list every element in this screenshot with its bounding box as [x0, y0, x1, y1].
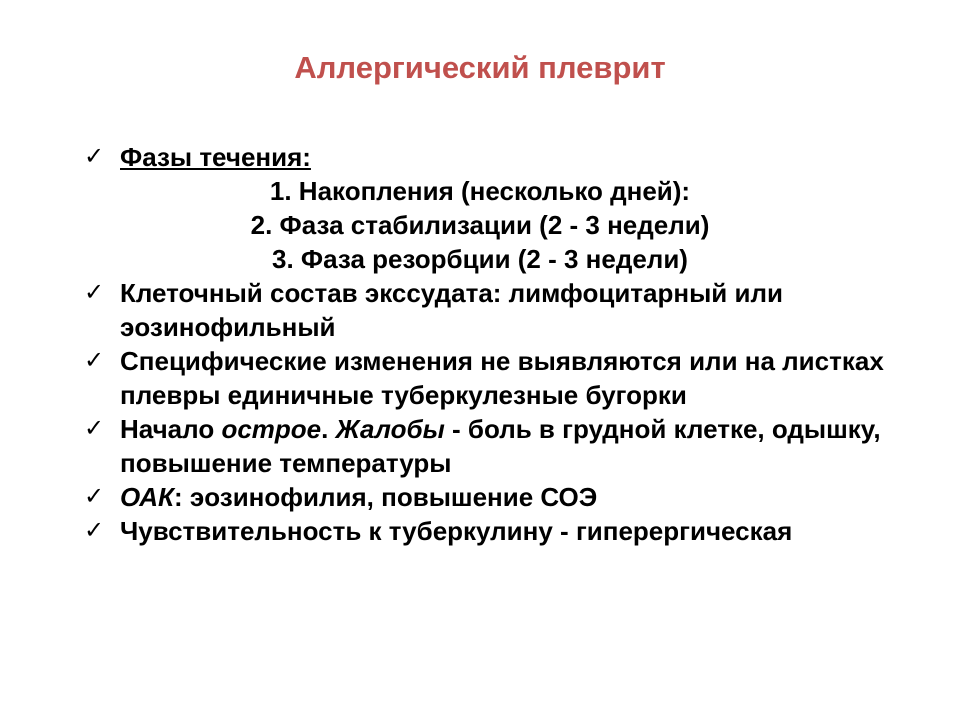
complaints-italic: Жалобы — [335, 414, 445, 444]
checkmark-icon: ✓ — [84, 279, 105, 306]
bullet-specific-changes — [84, 344, 884, 412]
oak-rest: : эозинофилия, повышение СОЭ — [174, 482, 598, 512]
checkmark-icon: ✓ — [84, 415, 105, 442]
checkmark-icon: ✓ — [84, 347, 105, 374]
checkmark-icon: ✓ — [84, 483, 105, 510]
checkmark-icon: ✓ — [84, 517, 105, 544]
phase-item: 1. Накопления (несколько дней): — [269, 176, 691, 206]
checkmark-icon: ✓ — [84, 143, 105, 170]
bullet-text: Чувствительность к туберкулину - гиперергическая — [120, 516, 793, 546]
onset-dot: . — [321, 414, 336, 444]
bullet-text: Клеточный состав экссудата: лимфоцитарный или эозинофильный — [120, 278, 783, 342]
phase-item: 3. Фаза резорбции (2 - 3 недели) — [272, 244, 688, 274]
complaints-rest: - боль в грудной клетке, одышку, повышение температуры — [120, 414, 881, 478]
phase-item: 2. Фаза стабилизации (2 - 3 недели) — [250, 210, 710, 240]
bullet-onset — [84, 412, 884, 480]
phases-heading: Фазы течения: — [120, 142, 311, 172]
onset-lead: Начало — [120, 414, 222, 444]
phases-list — [120, 174, 840, 276]
bullet-phases — [84, 140, 884, 276]
onset-italic: острое — [221, 414, 322, 444]
slide-title: Аллергический плеврит — [294, 50, 666, 85]
oak-italic: ОАК — [120, 482, 174, 512]
bullet-text: Специфические изменения не выявляются или на листках плевры единичные туберкулезные бугорки — [120, 346, 884, 410]
bullet-tuberculin — [84, 514, 884, 548]
bullet-cell-composition — [84, 276, 884, 344]
bullet-list — [84, 140, 884, 548]
bullet-oak — [84, 480, 884, 514]
